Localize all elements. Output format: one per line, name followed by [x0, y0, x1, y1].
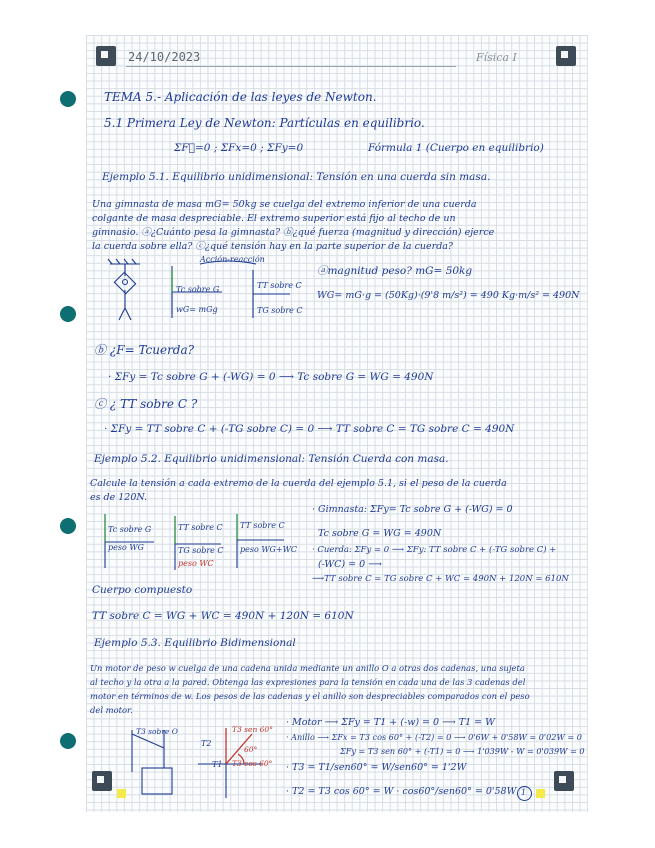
fig2-composite-weight-label: peso WG+WC	[240, 545, 297, 554]
example3-equation: · Motor ⟶ ΣFy = T1 + (-w) = 0 ⟶ T1 = W	[286, 717, 495, 728]
formula-label: Fórmula 1 (Cuerpo en equilibrio)	[368, 142, 544, 154]
fig2-gymnast-on-rope-label: TG sobre C	[178, 546, 224, 555]
tension-gymnast-on-rope-label: TG sobre C	[257, 306, 303, 315]
example3-heading: Ejemplo 5.3. Equilibrio Bidimensional	[94, 637, 296, 649]
binder-hole	[60, 306, 76, 322]
example3-equation: ΣFy = T3 sen 60° + (-T1) = 0 ⟶ 1'039W - W = 0'039W = 0	[340, 746, 585, 756]
header-line	[126, 66, 456, 67]
page-number: 1	[521, 788, 527, 797]
tension-ceiling-on-rope-label: TT sobre C	[257, 281, 302, 290]
example2-equation: ⟶TT sobre C = TG sobre C + WC = 490N + 120N = 610N	[312, 574, 569, 584]
example2-equation: · Gimnasta: ΣFy= Tc sobre G + (-WG) = 0	[312, 504, 513, 515]
page-title: TEMA 5.- Aplicación de las leyes de Newton.	[104, 90, 377, 104]
yellow-tab-icon	[117, 789, 126, 798]
corner-marker-icon	[554, 771, 574, 791]
example3-equation: · T3 = T1/sen60° = W/sen60° = 1'2W	[286, 762, 467, 773]
fig2-gymnast-weight-label: peso WG	[108, 543, 144, 552]
example2-line: Calcule la tensión a cada extremo de la cuerda del ejemplo 5.1, si el peso de la cuerda	[90, 478, 507, 489]
example1-part-a-answer: WG= mG·g = (50Kg)·(9'8 m/s²) = 490 Kg·m/s² = 490N	[317, 290, 580, 301]
fig2-rope-weight-label: peso WC	[178, 559, 214, 568]
fig3-angle-label: 60°	[244, 745, 258, 754]
tension-rope-on-gymnast-label: Tc sobre G	[176, 285, 220, 294]
fig2-ceiling-on-rope-label: TT sobre C	[178, 523, 223, 532]
corner-marker-icon	[92, 771, 112, 791]
example3-equation: · T2 = T3 cos 60° = W · cos60°/sen60° = 0'58W	[286, 786, 517, 797]
composite-body-label: Cuerpo compuesto	[92, 584, 193, 596]
binder-hole	[60, 91, 76, 107]
corner-marker-icon	[96, 46, 116, 66]
example1-part-c-question: ⓒ ¿ TT sobre C ?	[94, 397, 198, 411]
example1-part-b-question: ⓑ ¿F= Tcuerda?	[94, 343, 195, 357]
corner-marker-icon	[556, 46, 576, 66]
binder-hole	[60, 518, 76, 534]
example1-line: Una gimnasta de masa mG= 50kg se cuelga del extremo inferior de una cuerda	[92, 199, 477, 210]
example1-line: la cuerda sobre ella? ⓒ¿qué tensión hay en la parte superior de la cuerda?	[92, 241, 454, 252]
example1-heading: Ejemplo 5.1. Equilibrio unidimensional: Tensión en una cuerda sin masa.	[102, 171, 491, 183]
example2-equation: Tc sobre G = WG = 490N	[318, 528, 442, 539]
example3-line: Un motor de peso w cuelga de una cadena unida mediante un anillo O a otras dos cadenas, una sujeta	[90, 663, 525, 673]
section-title: 5.1 Primera Ley de Newton: Partículas en equilibrio.	[104, 116, 425, 130]
example3-line: al techo y la otra a la pared. Obtenga las expresiones para la tensión en cada una de las 3 cadenas del	[90, 677, 526, 687]
fig3-t3-sen-label: T3 sen 60°	[232, 725, 273, 734]
fig3-t3-cos-label: T3 cos 60°	[232, 759, 273, 768]
subject-label: Física I	[476, 51, 517, 64]
date-field: 24/10/2023	[128, 50, 201, 64]
example3-equation: · Anillo ⟶ ΣFx = T3 cos 60° + (-T2) = 0 ⟶ 0'6W + 0'58W = 0'02W = 0	[286, 732, 582, 742]
example2-result: TT sobre C = WG + WC = 490N + 120N = 610N	[92, 610, 354, 622]
binder-hole	[60, 733, 76, 749]
fig3-t1-label: T1	[212, 760, 223, 769]
gymnast-weight-label: wG= mGg	[176, 305, 218, 314]
action-reaction-label: Acción-reacción	[200, 255, 265, 264]
example1-part-b-answer: · ΣFy = Tc sobre G + (-WG) = 0 ⟶ Tc sobre G = WG = 490N	[108, 371, 434, 383]
example2-equation: (-WC) = 0 ⟶	[318, 559, 382, 570]
yellow-tab-icon	[536, 789, 545, 798]
example3-line: del motor.	[90, 705, 133, 715]
fig2-composite-tension-label: TT sobre C	[240, 521, 285, 530]
fig3-t2-label: T2	[201, 739, 212, 748]
example1-line: gimnasio. ⓐ¿Cuánto pesa la gimnasta? ⓑ¿qué fuerza (magnitud y dirección) ejerce	[92, 227, 495, 238]
fig3-ring-label: T3 sobre O	[136, 727, 178, 736]
formula-equation: ΣF⃗=0 ; ΣFx=0 ; ΣFy=0	[174, 142, 304, 154]
example2-heading: Ejemplo 5.2. Equilibrio unidimensional: Tensión Cuerda con masa.	[94, 453, 449, 465]
example2-equation: · Cuerda: ΣFy = 0 ⟶ ΣFy: TT sobre C + (-TG sobre C) +	[312, 545, 557, 555]
example1-part-a-question: ⓐmagnitud peso? mG= 50kg	[317, 265, 473, 277]
example2-line: es de 120N.	[90, 492, 148, 503]
example3-line: motor en términos de w. Los pesos de las cadenas y el anillo son despreciables comparados con el peso	[90, 691, 530, 701]
example1-part-c-answer: · ΣFy = TT sobre C + (-TG sobre C) = 0 ⟶ TT sobre C = TG sobre C = 490N	[104, 423, 515, 435]
example1-line: colgante de masa despreciable. El extremo superior está fijo al techo de un	[92, 213, 456, 224]
fig2-rope-on-gymnast-label: Tc sobre G	[108, 525, 152, 534]
